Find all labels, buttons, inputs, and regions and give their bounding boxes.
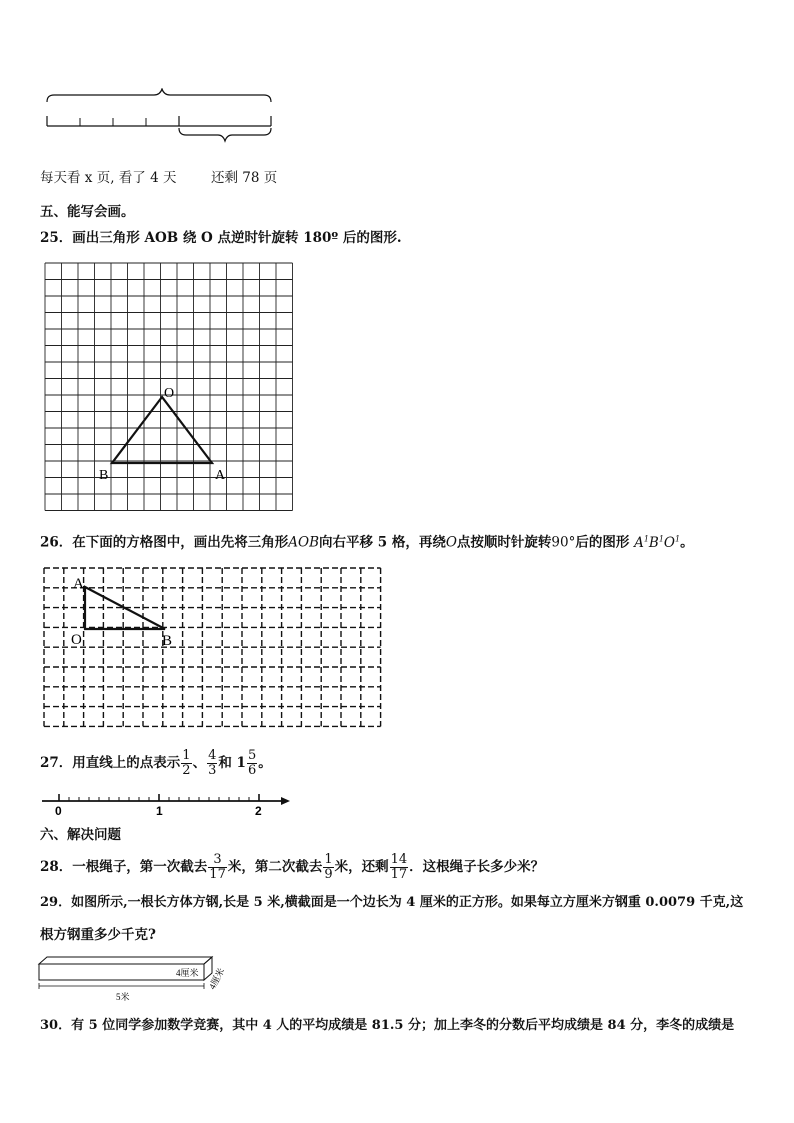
q27-number-line <box>40 790 296 818</box>
q29-line1: 29．如图所示,一根长方体方钢,长是 5 米,横截面是一个边长为 4 厘米的正方形。如果每立方厘米方钢重 0.0079 千克,这 <box>40 895 744 910</box>
q30-text: 30．有 5 位同学参加数学竞赛，其中 4 人的平均成绩是 81.5 分；加上李冬的分数后平均成绩是 84 分，李冬的成绩是 <box>40 1018 735 1033</box>
q29-steel-bar <box>36 954 236 1010</box>
brace-segment-diagram <box>40 88 280 150</box>
q27-text: 27．用直线上的点表示 $\frac{1}{2}$ 、 $\frac{4}{3}$ 和 1 $\frac{5}{6}$ 。 <box>40 748 272 778</box>
label-b-26: B <box>162 633 173 649</box>
diagram-caption-right: 还剩 78 页 <box>211 170 278 186</box>
label-a: A <box>215 468 226 483</box>
triangle-aob <box>112 397 212 463</box>
q26-text: 26．在下面的方格图中，画出先将三角形AOB向右平移 5 格，再绕O点按顺时针旋转90°后的图形 $A^1B^1O^1$。 <box>40 534 694 551</box>
diagram-caption-left: 每天看 x 页, 看了 4 天 <box>40 170 177 186</box>
q26-dashed-grid <box>40 564 386 734</box>
q28-text: 28．一根绳子，第一次截去 $\frac{3}{17}$ 米，第二次截去 $\frac{1}{9}$ 米，还剩 $\frac{14}{17}$ ．这根绳子长多少米？ <box>40 852 545 882</box>
label-5m: 5米 <box>116 992 130 1002</box>
section6-title: 六、解决问题 <box>40 827 121 843</box>
axis-label-1: 1 <box>156 804 163 818</box>
axis-label-0: 0 <box>55 804 62 818</box>
axis-label-2: 2 <box>255 804 262 818</box>
q25-grid <box>42 260 298 516</box>
section5-title: 五、能写会画。 <box>40 204 135 220</box>
label-4cm-depth: 4厘米 <box>206 966 227 991</box>
label-o: O <box>164 386 175 401</box>
label-b: B <box>99 468 109 483</box>
label-o-26: O <box>71 632 82 648</box>
label-a-26: A <box>73 576 84 592</box>
q25-text: 25．画出三角形 AOB 绕 O 点逆时针旋转 180º 后的图形. <box>40 230 402 246</box>
label-4cm-side: 4厘米 <box>176 968 199 978</box>
q29-line2: 根方钢重多少千克? <box>40 927 156 943</box>
